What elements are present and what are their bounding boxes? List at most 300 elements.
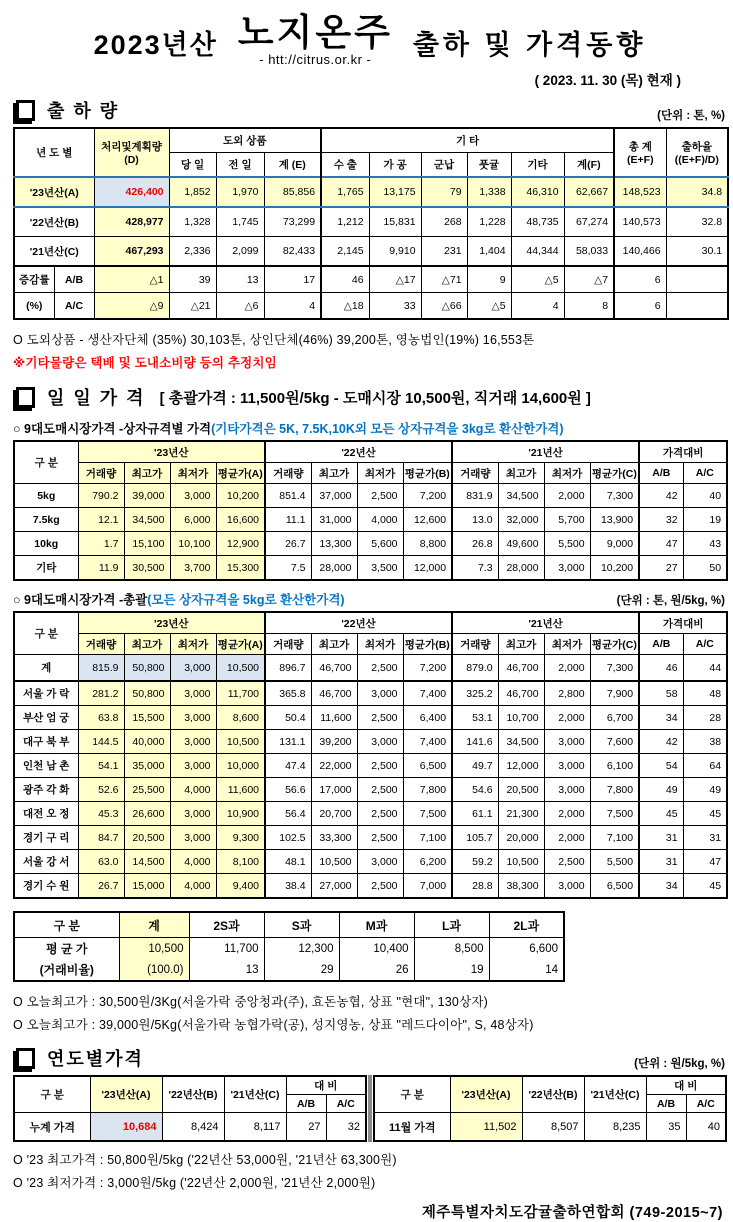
- cell: 26.8: [452, 532, 498, 556]
- cell: 13: [189, 959, 264, 981]
- col-header-prevday: 전 일: [216, 153, 264, 178]
- cell: 28,000: [311, 556, 357, 581]
- section-daily-title: 일 일 가 격: [47, 388, 146, 408]
- col-header-export: 수 출: [321, 153, 369, 178]
- cell: 1,328: [169, 207, 216, 237]
- cumulative-price-table: [13, 1075, 367, 1142]
- cell: 61.1: [452, 802, 498, 826]
- col-high: 최고가: [498, 463, 544, 484]
- cell: 2,500: [357, 754, 403, 778]
- shipment-unit-label: (단위 : 톤, %): [657, 110, 725, 122]
- cell: △7: [564, 266, 614, 293]
- col-header-year: 년 도 별: [14, 128, 94, 177]
- cell: 7,800: [403, 778, 452, 802]
- cell: 3,000: [544, 754, 590, 778]
- cell: 32.8: [666, 207, 728, 237]
- cell: 1,212: [321, 207, 369, 237]
- cell: △6: [216, 293, 264, 320]
- cell: 27: [286, 1113, 326, 1142]
- cell: 28: [683, 706, 727, 730]
- cell: 26,600: [124, 802, 170, 826]
- cell: 7,000: [403, 874, 452, 899]
- cell: 11,502: [450, 1113, 522, 1142]
- title-url: - htt://citrus.or.kr -: [259, 52, 372, 67]
- row-label: 인천 남 촌: [14, 754, 78, 778]
- cell: 12,600: [403, 508, 452, 532]
- row-label: 대전 오 정: [14, 802, 78, 826]
- cell: 20,500: [498, 778, 544, 802]
- cell: 56.6: [265, 778, 311, 802]
- col-ratio-ab: A/B: [639, 634, 683, 655]
- cell: 46,700: [311, 655, 357, 682]
- cell: [666, 293, 728, 320]
- cell: 45: [683, 802, 727, 826]
- today-high-note-5kg: O 오늘최고가 : 39,000원/5Kg(서울가락 농협가락(공), 성지영농, 상표 "레드다이아", S, 48상자): [13, 1018, 534, 1032]
- cell: 31: [683, 826, 727, 850]
- cell: 7,100: [590, 826, 639, 850]
- col-header-processing: 가 공: [369, 153, 421, 178]
- cell: 37,000: [311, 484, 357, 508]
- cell: 2,500: [357, 655, 403, 682]
- cell: 325.2: [452, 681, 498, 706]
- cell: 8,100: [216, 850, 265, 874]
- col-ratio-ab: A/B: [646, 1095, 686, 1113]
- cell: 140,466: [614, 237, 666, 267]
- cell: 8,500: [414, 938, 489, 960]
- cell: 140,573: [614, 207, 666, 237]
- cell: 15,500: [124, 706, 170, 730]
- cell: 1.7: [78, 532, 124, 556]
- title-year: 2023년산: [93, 30, 218, 60]
- today-high-note-3kg: O 오늘최고가 : 30,500원/3Kg(서울가락 중앙청과(주), 효돈농협, 상표 "현대", 130상자): [13, 995, 489, 1009]
- cell: 14,500: [124, 850, 170, 874]
- col-header-y23: '23년산(A): [90, 1076, 162, 1113]
- cell: 47: [639, 532, 683, 556]
- cell: △18: [321, 293, 369, 320]
- col-high: 최고가: [311, 634, 357, 655]
- cell: 29: [264, 959, 339, 981]
- row-label: 5kg: [14, 484, 78, 508]
- cell: 428,977: [94, 207, 169, 237]
- col-header-s: S과: [264, 912, 339, 938]
- cell: 1,338: [467, 177, 511, 207]
- cell: 6,000: [170, 508, 216, 532]
- cell: 33,300: [311, 826, 357, 850]
- cell: 4,000: [170, 874, 216, 899]
- col-group-off-island: 도외 상품: [169, 128, 321, 153]
- cell: 28.8: [452, 874, 498, 899]
- cell: 10,000: [216, 754, 265, 778]
- col-volume: 거래량: [265, 634, 311, 655]
- cell: 49.7: [452, 754, 498, 778]
- col-ratio-ac: A/C: [326, 1095, 366, 1113]
- cell: 63.0: [78, 850, 124, 874]
- cell: 34.8: [666, 177, 728, 207]
- col-group-y22: '22년산: [265, 612, 452, 634]
- col-high: 최고가: [498, 634, 544, 655]
- cell: △9: [94, 293, 169, 320]
- cell: 35: [646, 1113, 686, 1142]
- col-header-y21: '21년산(C): [224, 1076, 286, 1113]
- row-label: 서울 가 락: [14, 681, 78, 706]
- cell: 38.4: [265, 874, 311, 899]
- col-header-y21: '21년산(C): [584, 1076, 646, 1113]
- row-label: 경기 수 원: [14, 874, 78, 899]
- cell: 47.4: [265, 754, 311, 778]
- cell: 3,000: [544, 730, 590, 754]
- cell: 14: [489, 959, 564, 981]
- row-label: 경기 구 리: [14, 826, 78, 850]
- col-volume: 거래량: [78, 634, 124, 655]
- cell: 8,235: [584, 1113, 646, 1142]
- by-size-subtitle: [13, 419, 727, 437]
- cell: 7,500: [590, 802, 639, 826]
- cell: 42: [639, 730, 683, 754]
- cell: 6: [614, 266, 666, 293]
- col-header-other: 기타: [511, 153, 564, 178]
- cell: 47: [683, 850, 727, 874]
- cell: 7,200: [403, 484, 452, 508]
- col-group-y22: '22년산: [265, 441, 452, 463]
- cell: (100.0): [119, 959, 189, 981]
- cell: 82,433: [264, 237, 321, 267]
- col-low: 최저가: [170, 463, 216, 484]
- cell: 13,900: [590, 508, 639, 532]
- col-low: 최저가: [544, 463, 590, 484]
- cell: 851.4: [265, 484, 311, 508]
- report-footer: 제주특별자치도감귤출하연합회 (749-2015~7): [421, 1205, 723, 1221]
- cell: 31: [639, 850, 683, 874]
- cell: 4: [511, 293, 564, 320]
- col-ratio-ac: A/C: [683, 634, 727, 655]
- cell: 48,735: [511, 207, 564, 237]
- cell: 10,500: [216, 655, 265, 682]
- title-center: [238, 14, 393, 67]
- cell: 34: [639, 706, 683, 730]
- cell: 2,500: [357, 874, 403, 899]
- row-label: 평 균 가: [14, 938, 119, 960]
- cell: [666, 266, 728, 293]
- cell: 141.6: [452, 730, 498, 754]
- yearly-unit-label: (단위 : 원/5kg, %): [634, 1058, 725, 1070]
- col-header-green: 풋귤: [467, 153, 511, 178]
- shipment-note-estimate: ※기타물량은 택배 및 도내소비량 등의 추정치임: [13, 356, 277, 370]
- cell: 11.1: [265, 508, 311, 532]
- yearly-tables: [13, 1075, 727, 1142]
- cell: 10,100: [170, 532, 216, 556]
- cell: △5: [511, 266, 564, 293]
- cell: 35,000: [124, 754, 170, 778]
- cell: 9,400: [216, 874, 265, 899]
- col-group-y23: '23년산: [78, 441, 265, 463]
- cell: 3,000: [170, 706, 216, 730]
- col-header-m: M과: [339, 912, 414, 938]
- cell: 2,500: [544, 850, 590, 874]
- cell: 44: [683, 655, 727, 682]
- cell: 12,300: [264, 938, 339, 960]
- row-label: 부산 엄 궁: [14, 706, 78, 730]
- cell: 10,400: [339, 938, 414, 960]
- col-high: 최고가: [124, 634, 170, 655]
- col-group-etc: 기 타: [321, 128, 614, 153]
- cell: 30,500: [124, 556, 170, 581]
- cell: 46,700: [498, 681, 544, 706]
- cell: 79: [421, 177, 467, 207]
- cell: 58: [639, 681, 683, 706]
- col-header-2l: 2L과: [489, 912, 564, 938]
- col-header-sameday: 당 일: [169, 153, 216, 178]
- cell: 3,000: [357, 681, 403, 706]
- col-ratio-ac: A/C: [686, 1095, 726, 1113]
- cell: 40: [683, 484, 727, 508]
- cell: 148,523: [614, 177, 666, 207]
- cell: 38: [683, 730, 727, 754]
- cell: △66: [421, 293, 467, 320]
- cell: 3,000: [170, 655, 216, 682]
- cell: 3,000: [170, 826, 216, 850]
- cell: 44,344: [511, 237, 564, 267]
- cell: 33: [369, 293, 421, 320]
- row-label: 광주 각 화: [14, 778, 78, 802]
- cell: 50,800: [124, 681, 170, 706]
- section-shipment-title: 출 하 량: [47, 101, 120, 121]
- cell: 3,000: [357, 850, 403, 874]
- cell: 3,000: [170, 730, 216, 754]
- cell: 48.1: [265, 850, 311, 874]
- cell: 46: [639, 655, 683, 682]
- cell: 2,500: [357, 706, 403, 730]
- cell: 34: [639, 874, 683, 899]
- cell: 3,000: [544, 874, 590, 899]
- col-volume: 거래량: [452, 463, 498, 484]
- cell: 32: [326, 1113, 366, 1142]
- col-ratio-ab: A/B: [639, 463, 683, 484]
- by-size-table: [13, 440, 728, 581]
- cell: 2,000: [544, 706, 590, 730]
- cell: 7,200: [403, 655, 452, 682]
- cell: 7.3: [452, 556, 498, 581]
- cell: 7,600: [590, 730, 639, 754]
- cell: 39: [169, 266, 216, 293]
- cell: 281.2: [78, 681, 124, 706]
- cell: 3,000: [170, 681, 216, 706]
- col-group-y21: '21년산: [452, 441, 639, 463]
- cell: 12,900: [216, 532, 265, 556]
- cell: 3,000: [544, 778, 590, 802]
- cell: △71: [421, 266, 467, 293]
- cell: 1,970: [216, 177, 264, 207]
- cell: 3,000: [357, 730, 403, 754]
- row-sublabel: A/B: [54, 266, 94, 293]
- col-header-l: L과: [414, 912, 489, 938]
- cell: 11,600: [216, 778, 265, 802]
- cell: 62,667: [564, 177, 614, 207]
- cell: 54: [639, 754, 683, 778]
- cell: 2,500: [357, 826, 403, 850]
- cell: 17: [264, 266, 321, 293]
- col-volume: 거래량: [78, 463, 124, 484]
- row-label: 누계 가격: [14, 1113, 90, 1142]
- cell: 15,300: [216, 556, 265, 581]
- cell: 54.1: [78, 754, 124, 778]
- cell: 27,000: [311, 874, 357, 899]
- col-header-category: 구 분: [14, 441, 78, 484]
- cell: 73,299: [264, 207, 321, 237]
- cell: 10,684: [90, 1113, 162, 1142]
- cell: 19: [683, 508, 727, 532]
- cell: 15,100: [124, 532, 170, 556]
- cell: 9,300: [216, 826, 265, 850]
- row-label: 기타: [14, 556, 78, 581]
- cell: 8,600: [216, 706, 265, 730]
- yearly-low-note: O '23 최저가격 : 3,000원/5kg ('22년산 2,000원, '21년산 2,000원): [13, 1176, 376, 1190]
- cell: 1,228: [467, 207, 511, 237]
- cell: 10,700: [498, 706, 544, 730]
- col-avg-b: 평균가(B): [403, 634, 452, 655]
- cell: 17,000: [311, 778, 357, 802]
- col-header-total: 총 계 (E+F): [614, 128, 666, 177]
- cell: 3,000: [544, 556, 590, 581]
- col-ratio-ac: A/C: [683, 463, 727, 484]
- cell: 8,424: [162, 1113, 224, 1142]
- cell: 2,500: [357, 778, 403, 802]
- cell: △1: [94, 266, 169, 293]
- cell: 8,507: [522, 1113, 584, 1142]
- col-low: 최저가: [170, 634, 216, 655]
- cell: 46,700: [498, 655, 544, 682]
- cell: 7,300: [590, 655, 639, 682]
- cell: 12,000: [403, 556, 452, 581]
- section-square-icon: [16, 387, 35, 408]
- cell: 11,600: [311, 706, 357, 730]
- cell: 27: [639, 556, 683, 581]
- section-yearly-title: 연도별가격: [47, 1049, 144, 1069]
- cell: 268: [421, 207, 467, 237]
- col-header-military: 군납: [421, 153, 467, 178]
- by-size-label: ○ 9대도매시장가격 -상자규격별 가격: [13, 422, 212, 436]
- cell: 426,400: [94, 177, 169, 207]
- cell: 11,700: [216, 681, 265, 706]
- col-volume: 거래량: [452, 634, 498, 655]
- cell: 46,310: [511, 177, 564, 207]
- cell: 45: [683, 874, 727, 899]
- cell: 7,400: [403, 681, 452, 706]
- yearly-high-note: O '23 최고가격 : 50,800원/5kg ('22년산 53,000원, '21년산 63,300원): [13, 1153, 397, 1167]
- cell: 6,600: [489, 938, 564, 960]
- cell: 2,500: [357, 802, 403, 826]
- cell: 32,000: [498, 508, 544, 532]
- cell: 7,500: [403, 802, 452, 826]
- col-low: 최저가: [357, 463, 403, 484]
- cell: 365.8: [265, 681, 311, 706]
- cell: 144.5: [78, 730, 124, 754]
- col-header-category: 구 분: [14, 912, 119, 938]
- cell: 4,000: [170, 850, 216, 874]
- cell: 15,000: [124, 874, 170, 899]
- row-sublabel: A/C: [54, 293, 94, 320]
- cell: △21: [169, 293, 216, 320]
- cell: 10,500: [119, 938, 189, 960]
- cell: 3,500: [357, 556, 403, 581]
- col-group-ratio: 대 비: [286, 1076, 366, 1095]
- row-label: 11월 가격: [374, 1113, 450, 1142]
- cell: 2,500: [357, 484, 403, 508]
- col-header-total: 계: [119, 912, 189, 938]
- cell: 8,800: [403, 532, 452, 556]
- cell: 10,900: [216, 802, 265, 826]
- cell: 3,000: [170, 754, 216, 778]
- title-suffix: 출하 및 가격동향: [412, 30, 647, 60]
- size-summary-table: [13, 911, 565, 982]
- col-avg-a: 평균가(A): [216, 463, 265, 484]
- cell: 1,404: [467, 237, 511, 267]
- cell: 7,100: [403, 826, 452, 850]
- row-label: (거래비율): [14, 959, 119, 981]
- table-divider: [368, 1075, 372, 1142]
- cell: 13,300: [311, 532, 357, 556]
- cell: 50.4: [265, 706, 311, 730]
- cell: △5: [467, 293, 511, 320]
- cell: 13.0: [452, 508, 498, 532]
- cell: 102.5: [265, 826, 311, 850]
- cell: 45: [639, 802, 683, 826]
- cell: 2,000: [544, 484, 590, 508]
- cell: 34,500: [498, 484, 544, 508]
- cell: 67,274: [564, 207, 614, 237]
- report-title: [13, 14, 727, 67]
- cell: 6: [614, 293, 666, 320]
- cell: 63.8: [78, 706, 124, 730]
- by-size-conversion-note: (기타가격은 5K, 7.5K,10K외 모든 상자규격을 3kg로 환산한가격): [211, 422, 564, 436]
- cell: 3,700: [170, 556, 216, 581]
- section-square-icon: [16, 1048, 35, 1069]
- col-header-y23: '23년산(A): [450, 1076, 522, 1113]
- cell: 467,293: [94, 237, 169, 267]
- cell: 21,300: [498, 802, 544, 826]
- cell: 20,000: [498, 826, 544, 850]
- cell: 4: [264, 293, 321, 320]
- overall-unit-label: (단위 : 톤, 원/5kg, %): [616, 595, 725, 607]
- cell: 7,900: [590, 681, 639, 706]
- cell: 31: [639, 826, 683, 850]
- cell: 48: [683, 681, 727, 706]
- cell: 2,099: [216, 237, 264, 267]
- cell: 19: [414, 959, 489, 981]
- row-label: 서울 강 서: [14, 850, 78, 874]
- overall-table: [13, 611, 728, 899]
- cell: 10,500: [498, 850, 544, 874]
- cell: 40,000: [124, 730, 170, 754]
- cell: 31,000: [311, 508, 357, 532]
- cell: 40: [686, 1113, 726, 1142]
- shipment-table: [13, 127, 729, 320]
- cell: 32: [639, 508, 683, 532]
- col-avg-c: 평균가(C): [590, 634, 639, 655]
- cell: 5,700: [544, 508, 590, 532]
- section-yearly-header: [13, 1045, 727, 1071]
- november-price-table: [373, 1075, 727, 1142]
- cell: 50,800: [124, 655, 170, 682]
- col-low: 최저가: [357, 634, 403, 655]
- cell: 85,856: [264, 177, 321, 207]
- cell: 42: [639, 484, 683, 508]
- cell: 2,336: [169, 237, 216, 267]
- col-avg-b: 평균가(B): [403, 463, 452, 484]
- col-header-plan: 처리및계획량 (D): [94, 128, 169, 177]
- cell: 52.6: [78, 778, 124, 802]
- cell: 11.9: [78, 556, 124, 581]
- cell: 25,500: [124, 778, 170, 802]
